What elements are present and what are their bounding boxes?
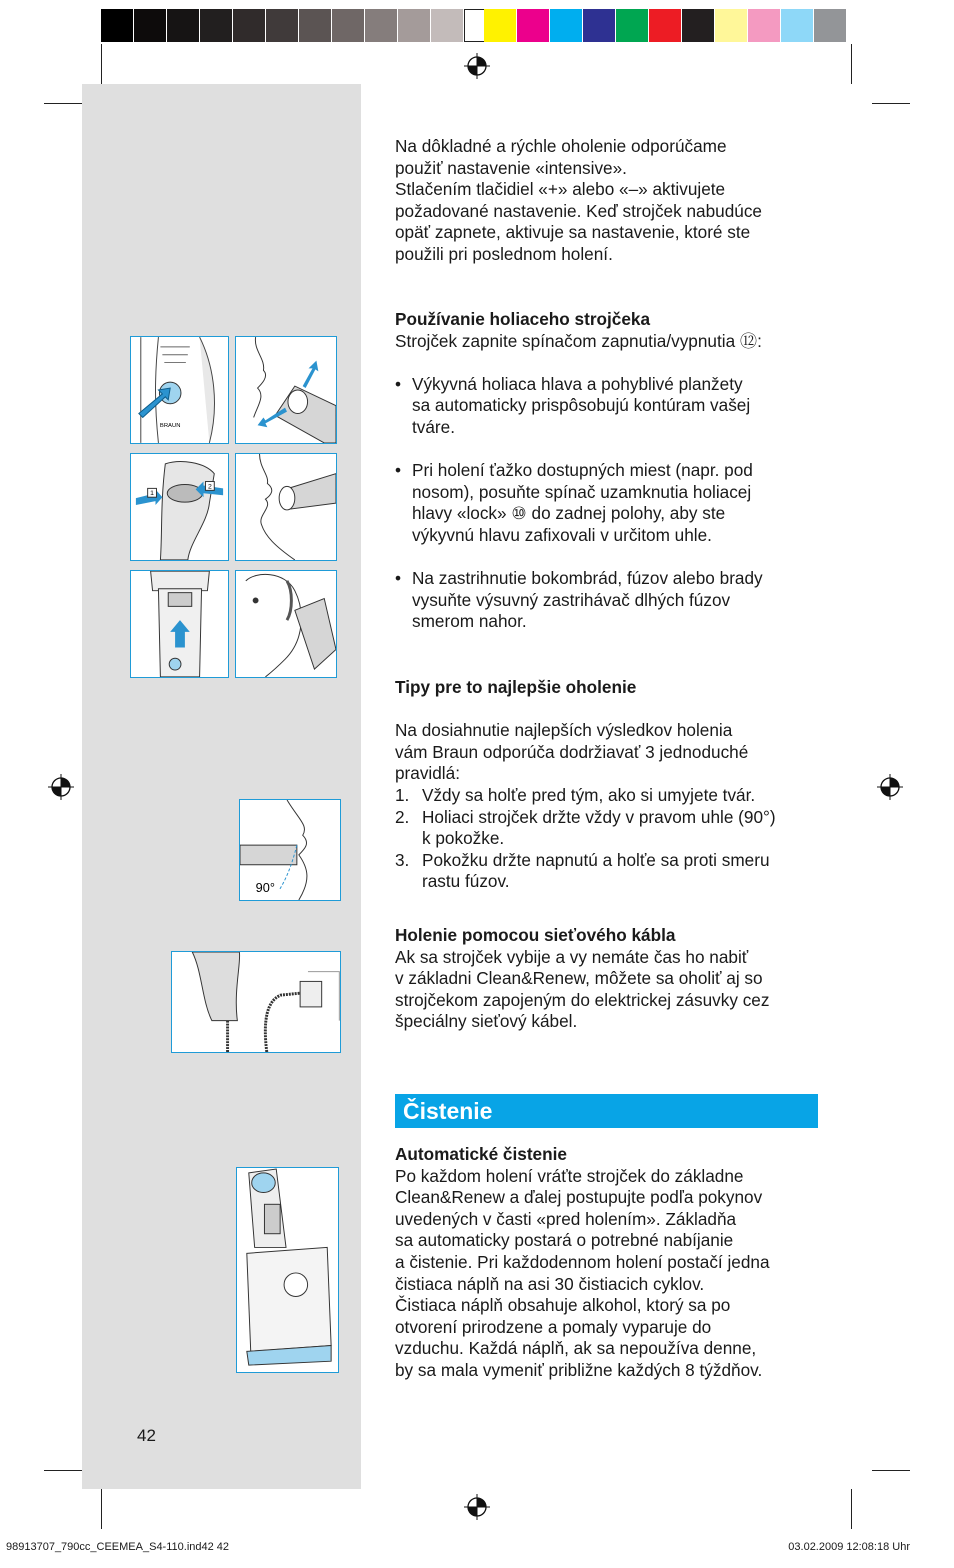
usage-line: Strojček zapnite spínačom zapnutia/vypnutia ⑫: bbox=[395, 330, 762, 351]
ninety-degree-angle-illustration bbox=[239, 799, 341, 901]
tips-item-2: 2. Holiaci strojček držte vždy v pravom uhle (90°) k pokožke. bbox=[395, 806, 776, 849]
cable-section: Holenie pomocou sieťového kábla Ak sa strojček vybije a vy nemáte čas ho nabiť v základni Clean&Renew, môžete sa oholiť aj so strojčekom zapojeným do elektrickej zásuvky cez špeciálny sieťový kábel. bbox=[395, 925, 825, 1033]
bullet-icon: • bbox=[395, 460, 402, 481]
bullet-icon: • bbox=[395, 373, 402, 394]
registration-mark-icon bbox=[877, 774, 903, 800]
brand-logo-text: BRAUN bbox=[159, 423, 181, 430]
color-swatch bbox=[365, 9, 398, 42]
bullet-icon: • bbox=[395, 568, 402, 589]
clean-renew-base-illustration bbox=[236, 1167, 339, 1373]
shaver-power-button-illustration bbox=[130, 336, 229, 444]
cleaning-section: Automatické čistenie Po každom holení vráťte strojček do základne Clean&Renew a ďalej postupujte podľa pokynov uvedených v časti «pred holením». Základňa sa automaticky postará o potrebné nabíjanie a čistenie. Pri každodennom holení postačí jedna čistiaca náplň na asi 30 čistiacich cyklov. Čistiaca náplň obsahuje alkohol, ktorý sa po otvorení prirodzene a pomaly vyparuje do vzduchu. Každá náplň, ak sa nepoužíva denne, by sa mala vymeniť približne každých 8 týždňov. bbox=[395, 1144, 825, 1382]
registration-mark-icon bbox=[464, 53, 490, 79]
color-swatch bbox=[200, 9, 233, 42]
shaving-face-illustration bbox=[235, 336, 337, 444]
color-swatch bbox=[299, 9, 332, 42]
page-number: 42 bbox=[137, 1426, 156, 1445]
registration-mark-icon bbox=[48, 774, 74, 800]
usage-heading: Používanie holiaceho strojčeka bbox=[395, 309, 651, 329]
intro-paragraph: Na dôkladné a rýchle oholenie odporúčame použiť nastavenie «intensive». Stlačením tlačidiel «+» alebo «–» aktivujete požadované nastavenie. Keď strojček nabudúce opäť zapnete, aktivuje sa nastavenie, ktoré ste použili pri poslednom holení. bbox=[395, 136, 762, 264]
color-swatch bbox=[583, 9, 616, 42]
sideburn-trimming-illustration bbox=[235, 570, 337, 678]
trimmer-illustration bbox=[130, 570, 229, 678]
color-swatch bbox=[266, 9, 299, 42]
crop-mark bbox=[872, 103, 910, 104]
footer-timestamp: 03.02.2009 12:08:18 Uhr bbox=[788, 1541, 910, 1553]
crop-mark bbox=[44, 103, 82, 104]
tips-section: Tipy pre to najlepšie oholenie Na dosiahnutie najlepších výsledkov holenia vám Braun odporúča dodržiavať 3 jednoduché pravidlá: 1. Vždy sa holťe pred tým, ako si umyjete tvár. 2. Holiaci strojček držte vždy v pravom uhle (90°) k pokožke. 3. Pokožku držte napnutú a holťe sa proti smeru rastu fúzov. bbox=[395, 677, 825, 893]
crop-mark bbox=[44, 1470, 82, 1471]
tips-item-3: 3. Pokožku držte napnutú a holťe sa proti smeru rastu fúzov. bbox=[395, 849, 770, 892]
crop-mark bbox=[872, 1470, 910, 1471]
color-swatch bbox=[484, 9, 517, 42]
color-swatch bbox=[134, 9, 167, 42]
crop-mark bbox=[851, 1489, 852, 1529]
registration-mark-icon bbox=[464, 1494, 490, 1520]
cord-connection-illustration bbox=[171, 951, 341, 1053]
color-swatch bbox=[682, 9, 715, 42]
color-swatch bbox=[167, 9, 200, 42]
tips-heading: Tipy pre to najlepšie oholenie bbox=[395, 677, 637, 697]
usage-bullet-1: • Výkyvná holiaca hlava a pohyblivé planžety sa automaticky prispôsobujú kontúram vašej tváre. bbox=[395, 373, 751, 437]
lock-switch-illustration bbox=[130, 453, 229, 561]
color-swatch bbox=[101, 9, 134, 42]
cleaning-heading: Automatické čistenie bbox=[395, 1144, 567, 1164]
crop-mark bbox=[851, 44, 852, 84]
color-swatch bbox=[715, 9, 748, 42]
color-swatch bbox=[517, 9, 550, 42]
usage-section bbox=[395, 309, 825, 633]
footer-file-info: 98913707_790cc_CEEMEA_S4-110.ind42 42 bbox=[6, 1541, 230, 1553]
color-swatch bbox=[814, 9, 847, 42]
greyscale-color-bar bbox=[101, 9, 497, 42]
angle-label: 90° bbox=[255, 880, 275, 896]
color-swatch bbox=[332, 9, 365, 42]
color-swatch bbox=[398, 9, 431, 42]
crop-mark bbox=[101, 44, 102, 84]
color-swatch bbox=[431, 9, 464, 42]
crop-mark bbox=[101, 1489, 102, 1529]
color-swatch bbox=[233, 9, 266, 42]
usage-bullet-3: • Na zastrihnutie bokombrád, fúzov alebo brady vysuňte výsuvný zastrihávač dlhých fúzov smerom nahor. bbox=[395, 568, 763, 632]
color-swatch bbox=[781, 9, 814, 42]
color-swatch bbox=[748, 9, 781, 42]
step-2-label: 2 bbox=[207, 483, 212, 491]
process-color-bar bbox=[484, 9, 847, 42]
color-swatch bbox=[616, 9, 649, 42]
color-swatch bbox=[649, 9, 682, 42]
tips-item-1: 1. Vždy sa holťe pred tým, ako si umyjete tvár. bbox=[395, 784, 756, 805]
usage-bullet-2: • Pri holení ťažko dostupných miest (napr. pod nosom), posuňte spínač uzamknutia holiacej hlavy «lock» ⑩ do zadnej polohy, aby ste výkyvnú hlavu zafixovali v určitom uhle. bbox=[395, 460, 753, 545]
cable-heading: Holenie pomocou sieťového kábla bbox=[395, 925, 676, 945]
nose-shaving-illustration bbox=[235, 453, 337, 561]
step-1-label: 1 bbox=[150, 490, 154, 498]
color-swatch bbox=[550, 9, 583, 42]
section-title-cleaning: Čistenie bbox=[395, 1094, 818, 1128]
